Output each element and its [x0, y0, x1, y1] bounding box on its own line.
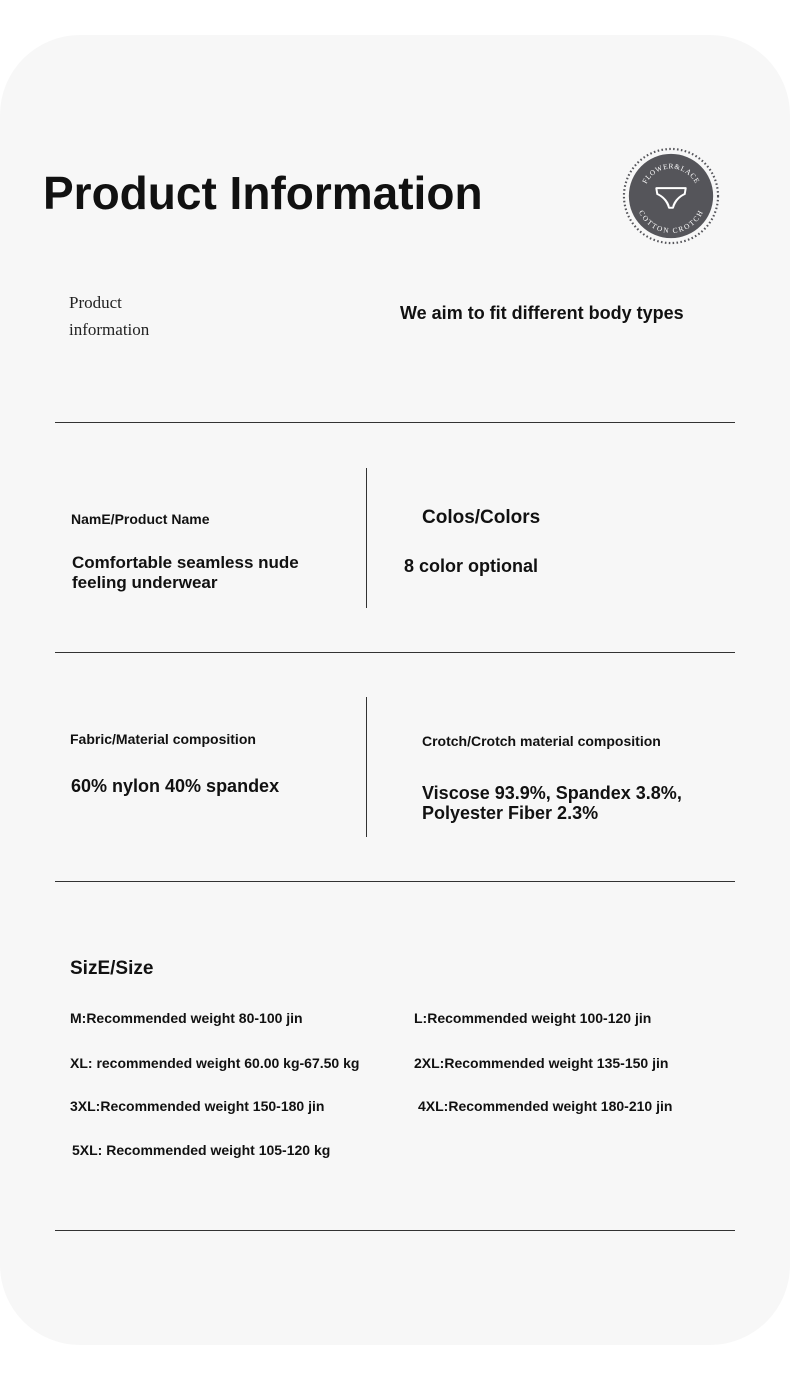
product-name-line2: feeling underwear [72, 573, 218, 592]
divider [55, 881, 735, 882]
size-label: SizE/Size [70, 958, 154, 979]
vertical-divider [366, 468, 367, 608]
size-item-5xl: 5XL: Recommended weight 105-120 kg [72, 1142, 331, 1158]
product-name-label: NamE/Product Name [71, 511, 210, 527]
colors-value: 8 color optional [404, 556, 539, 576]
crotch-value [422, 783, 682, 823]
badge-text-bottom: COTTON CROTCH [637, 208, 705, 235]
page-title: Product Information [43, 167, 483, 219]
fabric-value: 60% nylon 40% spandex [71, 776, 280, 796]
divider [55, 652, 735, 653]
intro-label-line1: Product [69, 293, 122, 312]
size-item-4xl: 4XL:Recommended weight 180-210 jin [418, 1098, 673, 1114]
crotch-value-line2: Polyester Fiber 2.3% [422, 803, 599, 823]
crotch-label: Crotch/Crotch material composition [422, 733, 661, 749]
crotch-value-line1: Viscose 93.9%, Spandex 3.8%, [422, 783, 682, 803]
intro-tagline: We aim to fit different body types [400, 303, 684, 323]
size-item-l: L:Recommended weight 100-120 jin [414, 1010, 652, 1026]
size-item-3xl: 3XL:Recommended weight 150-180 jin [70, 1098, 325, 1114]
fabric-label: Fabric/Material composition [70, 731, 256, 747]
intro-label [69, 289, 209, 343]
product-name-line1: Comfortable seamless nude [72, 553, 299, 572]
size-item-xl: XL: recommended weight 60.00 kg-67.50 kg [70, 1055, 360, 1071]
size-item-2xl: 2XL:Recommended weight 135-150 jin [414, 1055, 669, 1071]
vertical-divider [366, 697, 367, 837]
badge-text-top: FLOWER&LACE [640, 161, 702, 186]
divider [55, 1230, 735, 1231]
intro-label-line2: information [69, 320, 150, 339]
colors-label: Colos/Colors [422, 507, 541, 528]
product-name-value [72, 553, 299, 593]
size-item-m: M:Recommended weight 80-100 jin [70, 1010, 303, 1026]
divider [55, 422, 735, 423]
cotton-crotch-badge [622, 147, 720, 245]
